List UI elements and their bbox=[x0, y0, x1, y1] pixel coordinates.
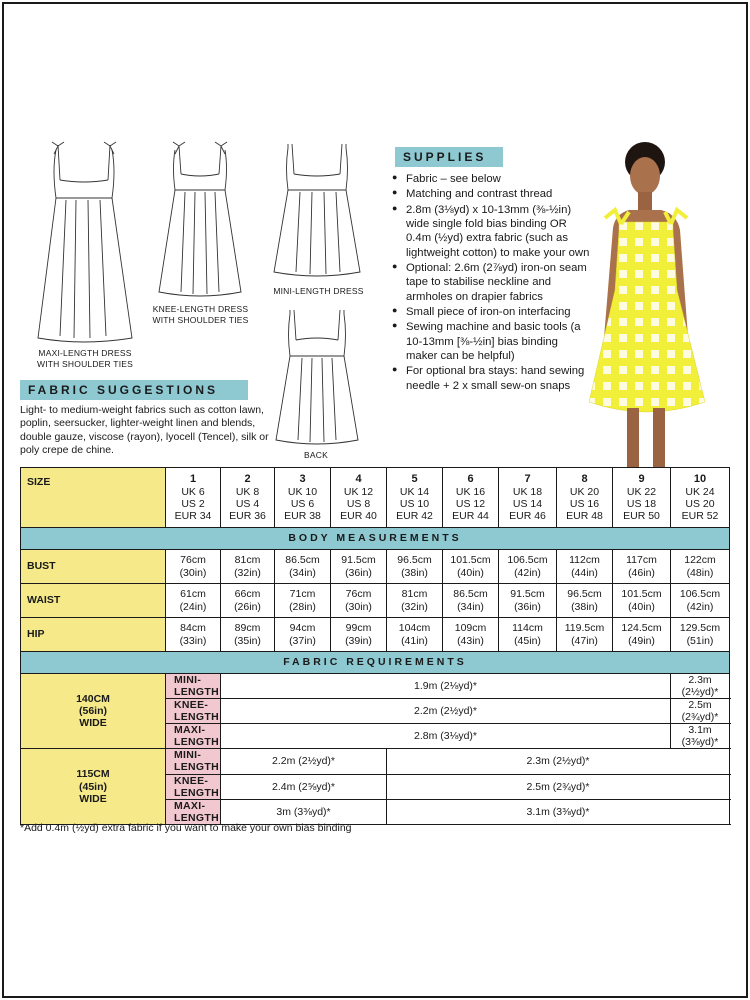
body-measurements-header bbox=[21, 528, 730, 550]
waist-cell: 66cm (26in) bbox=[221, 584, 275, 618]
fabric-amount: 3.1m (3⅜yd)* bbox=[671, 724, 730, 749]
waist-cell: 91.5cm (36in) bbox=[499, 584, 557, 618]
fabric-length-label: MINI-LENGTH bbox=[166, 674, 221, 699]
size-10: 10 UK 24 US 20 EUR 52 bbox=[671, 468, 730, 528]
mini-dress-sketch bbox=[272, 140, 362, 280]
waist-row bbox=[21, 584, 730, 618]
fabric-length-label: MAXI-LENGTH bbox=[166, 724, 221, 749]
fabric-suggestions-title: FABRIC SUGGESTIONS bbox=[20, 380, 248, 400]
hip-cell: 84cm (33in) bbox=[166, 618, 221, 652]
waist-label: WAIST bbox=[21, 584, 166, 618]
knee-dress-label: KNEE-LENGTH DRESS WITH SHOULDER TIES bbox=[152, 304, 249, 325]
fabric-requirements-header bbox=[21, 652, 730, 674]
fabric-amount: 2.4m (2⅝yd)* bbox=[221, 774, 387, 799]
bust-cell: 106.5cm (42in) bbox=[499, 550, 557, 584]
bust-cell: 81cm (32in) bbox=[221, 550, 275, 584]
hip-cell: 109cm (43in) bbox=[443, 618, 499, 652]
bust-cell: 122cm (48in) bbox=[671, 550, 730, 584]
supply-item: ● Optional: 2.6m (2⅞yd) iron-on seam tape to stabilise neckline and armholes on drapier fabrics bbox=[392, 261, 592, 304]
bust-cell: 112cm (44in) bbox=[557, 550, 613, 584]
fabric-length-label: MAXI-LENGTH bbox=[166, 799, 221, 824]
supply-item: ● 2.8m (3⅛yd) x 10-13mm (⅜-½in) wide single fold bias binding OR 0.4m (½yd) extra fabric (such as lightweight cotton) to make your own bbox=[392, 203, 592, 260]
hip-row bbox=[21, 618, 730, 652]
fabric-length-label: KNEE-LENGTH bbox=[166, 774, 221, 799]
waist-cell: 61cm (24in) bbox=[166, 584, 221, 618]
size-6: 6 UK 16 US 12 EUR 44 bbox=[443, 468, 499, 528]
fabric-suggestions-text: Light- to medium-weight fabrics such as cotton lawn, poplin, seersucker, lighter-weight linen and blends, double gauze, viscose (rayon), lyocell (Tencel), silk or poly crepe de chine. bbox=[20, 404, 269, 457]
hip-label: HIP bbox=[21, 618, 166, 652]
hip-cell: 104cm (41in) bbox=[387, 618, 443, 652]
fabric-140-mini-row bbox=[21, 674, 730, 699]
fabric-amount: 2.2m (2½yd)* bbox=[221, 749, 387, 774]
bust-cell: 117cm (46in) bbox=[613, 550, 671, 584]
fabric-amount: 3m (3⅜yd)* bbox=[221, 799, 387, 824]
fabric-amount: 2.8m (3⅛yd)* bbox=[221, 724, 671, 749]
hip-cell: 89cm (35in) bbox=[221, 618, 275, 652]
size-3: 3 UK 10 US 6 EUR 38 bbox=[275, 468, 331, 528]
size-chart-table bbox=[20, 467, 730, 825]
bust-row bbox=[21, 550, 730, 584]
bust-label: BUST bbox=[21, 550, 166, 584]
size-label: SIZE bbox=[21, 468, 166, 528]
supply-item: ● Sewing machine and basic tools (a 10-13mm [⅜-½in] bias binding maker can be helpful) bbox=[392, 320, 592, 363]
waist-cell: 76cm (30in) bbox=[331, 584, 387, 618]
size-8: 8 UK 20 US 16 EUR 48 bbox=[557, 468, 613, 528]
mini-dress-label: MINI-LENGTH DRESS bbox=[273, 286, 364, 296]
hip-cell: 124.5cm (49in) bbox=[613, 618, 671, 652]
bust-cell: 96.5cm (38in) bbox=[387, 550, 443, 584]
waist-cell: 81cm (32in) bbox=[387, 584, 443, 618]
size-row bbox=[21, 468, 730, 528]
size-9: 9 UK 22 US 18 EUR 50 bbox=[613, 468, 671, 528]
hip-cell: 119.5cm (47in) bbox=[557, 618, 613, 652]
waist-cell: 101.5cm (40in) bbox=[613, 584, 671, 618]
bust-cell: 101.5cm (40in) bbox=[443, 550, 499, 584]
maxi-dress-label: MAXI-LENGTH DRESS WITH SHOULDER TIES bbox=[36, 348, 133, 369]
fabric-length-label: MINI-LENGTH bbox=[166, 749, 221, 774]
fabric-115-mini-row bbox=[21, 749, 730, 774]
waist-cell: 71cm (28in) bbox=[275, 584, 331, 618]
back-dress-sketch bbox=[272, 306, 362, 446]
fabric-amount: 2.3m (2½yd)* bbox=[671, 674, 730, 699]
fabric-amount: 2.5m (2¾yd)* bbox=[387, 774, 730, 799]
supply-item: ● Fabric – see below bbox=[392, 172, 592, 186]
fabric-amount: 2.5m (2¾yd)* bbox=[671, 699, 730, 724]
size-2: 2 UK 8 US 4 EUR 36 bbox=[221, 468, 275, 528]
fabric-amount: 2.2m (2½yd)* bbox=[221, 699, 671, 724]
fabric-length-label: KNEE-LENGTH bbox=[166, 699, 221, 724]
size-4: 4 UK 12 US 8 EUR 40 bbox=[331, 468, 387, 528]
hip-cell: 129.5cm (51in) bbox=[671, 618, 730, 652]
maxi-dress-sketch bbox=[30, 140, 140, 345]
fabric-amount: 3.1m (3⅜yd)* bbox=[387, 799, 730, 824]
supplies-list bbox=[392, 172, 592, 394]
hip-cell: 94cm (37in) bbox=[275, 618, 331, 652]
waist-cell: 106.5cm (42in) bbox=[671, 584, 730, 618]
knee-dress-sketch bbox=[155, 140, 245, 300]
model-photo bbox=[585, 140, 710, 470]
bust-cell: 91.5cm (36in) bbox=[331, 550, 387, 584]
bust-cell: 76cm (30in) bbox=[166, 550, 221, 584]
size-7: 7 UK 18 US 14 EUR 46 bbox=[499, 468, 557, 528]
hip-cell: 99cm (39in) bbox=[331, 618, 387, 652]
fabric-amount: 2.3m (2½yd)* bbox=[387, 749, 730, 774]
waist-cell: 96.5cm (38in) bbox=[557, 584, 613, 618]
back-label: BACK bbox=[304, 450, 328, 460]
width-140-label: 140CM (56in) WIDE bbox=[21, 674, 166, 749]
waist-cell: 86.5cm (34in) bbox=[443, 584, 499, 618]
supplies-title: SUPPLIES bbox=[395, 147, 503, 167]
supply-item: ● Small piece of iron-on interfacing bbox=[392, 305, 592, 319]
width-115-label: 115CM (45in) WIDE bbox=[21, 749, 166, 824]
hip-cell: 114cm (45in) bbox=[499, 618, 557, 652]
supply-item: ● Matching and contrast thread bbox=[392, 187, 592, 201]
footnote: *Add 0.4m (½yd) extra fabric if you want to make your own bias binding bbox=[20, 822, 352, 834]
supply-item: ● For optional bra stays: hand sewing needle + 2 x small sew-on snaps bbox=[392, 364, 592, 393]
body-measurements-title: BODY MEASUREMENTS bbox=[21, 528, 730, 550]
size-5: 5 UK 14 US 10 EUR 42 bbox=[387, 468, 443, 528]
fabric-requirements-title: FABRIC REQUIREMENTS bbox=[21, 652, 730, 674]
size-1: 1 UK 6 US 2 EUR 34 bbox=[166, 468, 221, 528]
fabric-amount: 1.9m (2⅛yd)* bbox=[221, 674, 671, 699]
bust-cell: 86.5cm (34in) bbox=[275, 550, 331, 584]
